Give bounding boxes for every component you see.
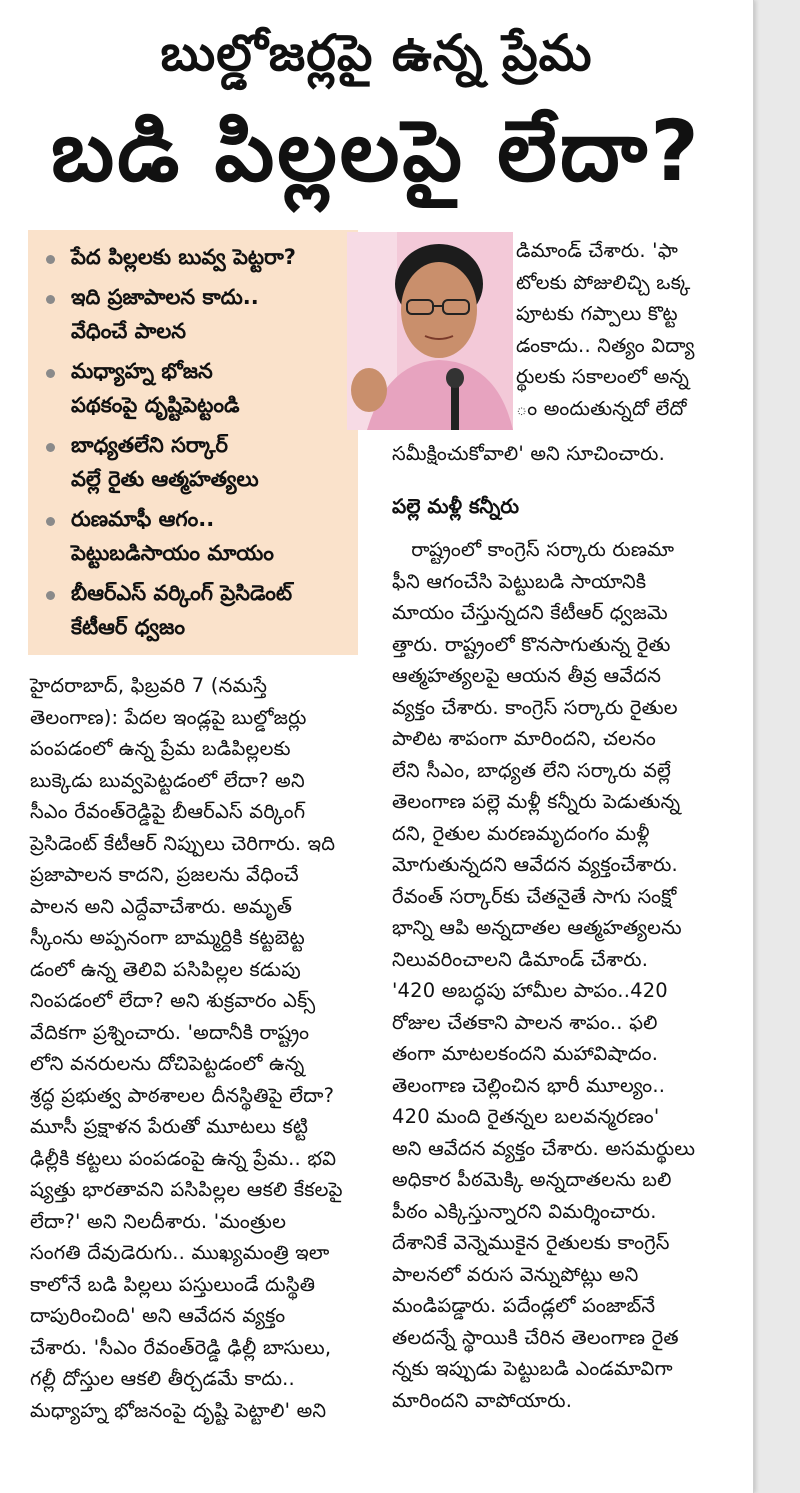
highlight-item (46, 502, 350, 570)
headline-main: బడి పిల్లలపై లేదా? (51, 102, 702, 200)
portrait-photo (347, 232, 513, 430)
highlight-text: మధ్యాహ్న భోజన పథకంపై దృష్టిపెట్టండి (71, 359, 240, 417)
highlight-item (46, 576, 350, 644)
highlight-text: ఇది ప్రజాపాలన కాదు.. వేధించే పాలన (71, 285, 259, 343)
highlight-item (46, 354, 350, 422)
bullet-icon (46, 517, 55, 526)
article-text-beside-photo: డిమాండ్ చేశారు. 'ఫా టోలకు పోజులిచ్చి ఒక్క పూటకు గప్పాలు కొట్ట డంకాదు.. నిత్యం విద్యా ర్థులకు సకాలంలో అన్న ం అందుతున్నదో లేదో (516, 239, 695, 420)
headline-kicker: బుల్డోజర్లపై ఉన్న ప్రేమ (160, 24, 593, 82)
bullet-icon (46, 295, 55, 304)
highlight-item (46, 240, 350, 274)
highlight-text: బీఆర్ఎస్ వర్కింగ్ ప్రెసిడెంట్ కేటీఆర్ ధ్వజం (71, 581, 293, 639)
bullet-icon (46, 443, 55, 452)
bullet-icon (46, 369, 55, 378)
article-text-under-photo: సమీక్షించుకోవాలి' అని సూచించారు. (392, 442, 665, 465)
article-text-left-column: హైదరాబాద్, ఫిబ్రవరి 7 (నమస్తే తెలంగాణ): పేదల ఇండ్లపై బుల్డోజర్లు పంపడంలో ఉన్న ప్రేమ బడిపిల్లలకు బుక్కెడు బువ్వపెట్టడంలో లేదా? అని సీఎం రేవంత్‌రెడ్డిపై బీఆర్ఎస్ వర్కింగ్ ప్రెసిడెంట్ కేటీఆర్ నిప్పులు చెరిగారు. ఇది ప్రజాపాలన కాదని, ప్రజలను వేధించే పాలన అని ఎద్దేవాచేశారు. అమృత్ స్కీంను అప్పనంగా బామ్మర్దికి కట్టబెట్ట డంలో ఉన్న తెలివి పసిపిల్లల కడుపు నింపడంలో లేదా? అని శుక్రవారం ఎక్స్ వేదికగా ప్రశ్నించారు. 'అదానీకి రాష్ట్రం లోని వనరులను దోచిపెట్టడంలో ఉన్న శ్రద్ధ ప్రభుత్వ పాఠశాలల దీనస్థితిపై లేదా? మూసీ ప్రక్షాళన పేరుతో మూటలు కట్టి ఢిల్లీకి కట్టలు పంపడంపై ఉన్న ప్రేమ.. భవి ష్యత్తు భారతావని పసిపిల్లల ఆకలి కేకలపై లేదా?' అని నిలదీశారు. 'మంత్రుల సంగతి దేవుడెరుగు.. ముఖ్యమంత్రి ఇలా కాలోనే బడి పిల్లలు పస్తులుండే దుస్థితి దాపురించింది' అని ఆవేదన వ్యక్తం చేశారు. 'సీఎం రేవంత్‌రెడ్డి ఢిల్లీ బాసులు, గల్లీ దోస్తుల ఆకలి తీర్చడమే కాదు.. మధ్యాహ్న భోజనంపై దృష్టి పెట్టాలి' అని (30, 674, 343, 1422)
highlight-item (46, 280, 350, 348)
article-text-right-column: రాష్ట్రంలో కాంగ్రెస్ సర్కారు రుణమా ఫీని ఆగంచేసి పెట్టుబడి సాయానికి మాయం చేస్తున్నదని కేటీఆర్ ధ్వజమె త్తారు. రాష్ట్రంలో కొనసాగుతున్న రైతు ఆత్మహత్యలపై ఆయన తీవ్ర ఆవేదన వ్యక్తం చేశారు. కాంగ్రెస్ సర్కారు రైతుల పాలిట శాపంగా మారిందని, చలనం లేని సీఎం, బాధ్యత లేని సర్కారు వల్లే తెలంగాణ పల్లె మళ్లీ కన్నీరు పెడుతున్న దని, రైతుల మరణమృదంగం మళ్లీ మోగుతున్నదని ఆవేదన వ్యక్తంచేశారు. రేవంత్ సర్కార్‌కు చేతనైతే సాగు సంక్షో భాన్ని ఆపి అన్నదాతల ఆత్మహత్యలను నిలువరించాలని డిమాండ్ చేశారు. '420 అబద్ధపు హామీల పాపం..420 రోజుల చేతకాని పాలన శాపం.. ఫలి తంగా మాటలకందని మహావిషాదం. తెలంగాణ చెల్లించిన భారీ మూల్యం.. 420 మంది రైతన్నల బలవన్మరణం' అని ఆవేదన వ్యక్తం చేశారు. అసమర్థులు అధికార పీఠమెక్కి అన్నదాతలను బలి పీఠం ఎక్కిస్తున్నారని విమర్శించారు. దేశానికే వెన్నెముకైన రైతులకు కాంగ్రెస్ పాలనలో వరుస వెన్నుపోట్లు అని మండిపడ్డారు. పదేండ్లలో పంజాబ్‌నే తలదన్నే స్థాయికి చేరిన తెలంగాణ రైత న్నకు ఇప్పుడు పెట్టుబడి ఎండమావిగా మారిందని వాపోయారు. (392, 538, 696, 1412)
highlights-box (28, 230, 358, 655)
section-subheading: పల్లె మళ్లీ కన్నీరు (392, 494, 520, 518)
highlight-text: రుణమాఫీ ఆగం.. పెట్టుబడిసాయం మాయం (71, 507, 274, 565)
highlight-item (46, 428, 350, 496)
highlight-text: పేద పిల్లలకు బువ్వ పెట్టరా? (71, 245, 296, 269)
bullet-icon (46, 591, 55, 600)
highlight-text: బాధ్యతలేని సర్కార్ వల్లే రైతు ఆత్మహత్యలు (71, 433, 259, 491)
portrait-illustration (347, 232, 513, 430)
bullet-icon (46, 255, 55, 264)
